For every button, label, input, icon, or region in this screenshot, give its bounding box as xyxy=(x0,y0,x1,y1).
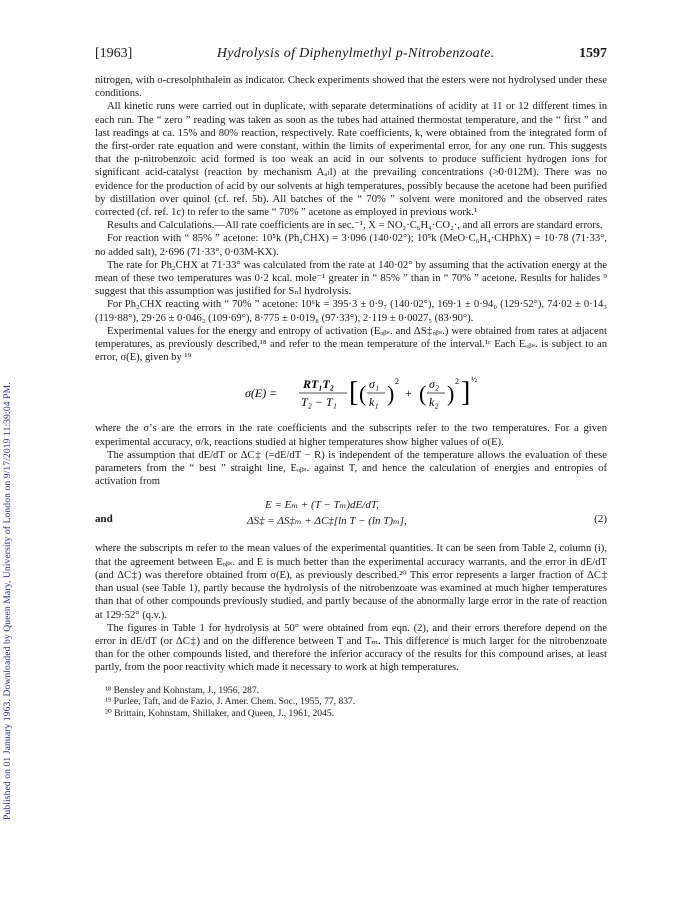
eq-sigma1: σ₁ xyxy=(369,377,380,392)
eq-k2: k₂ xyxy=(429,395,439,410)
eq-paren2-close: ) xyxy=(447,381,455,407)
eq-paren-open: ( xyxy=(359,381,367,407)
equation-sigma xyxy=(95,372,607,416)
eq-numerator: RT₁T₂ xyxy=(303,377,335,392)
header-title: Hydrolysis of Diphenylmethyl p-Nitrobenzoate. xyxy=(216,46,495,61)
paragraph: For Ph₂CHX reacting with “ 70% ” acetone: 10⁶k = 395·3 ± 0·9₇ (140·02°), 169·1 ± 0·94₀ (129·52°), 74·02 ± 0·14₃ (119·88°), 29·26 ± 0·046₂ (109·69°), 8·775 ± 0·019₈ (97·33°), 2·119 ± 0·0027₅ (83·90°). xyxy=(95,299,607,324)
header-year: [1963] xyxy=(95,46,133,61)
reference-item: ²⁰ Brittain, Kohnstam, Shillaker, and Queen, J., 1961, 2045. xyxy=(105,708,335,720)
eq-denominator: T₂ − T₁ xyxy=(301,395,337,410)
eq-bracket-open: [ xyxy=(349,377,359,409)
paragraph: All kinetic runs were carried out in duplicate, with separate determinations of acidity at 11 or 12 different times in each run. The “ zero ” reading was taken as soon as the tubes had attained thermostat temperature, and the “ first ” and last readings at ca. 15% and 80% reaction, respectively. Rate coefficients, k, were obtained from the integrated form of the first-order rate equation and were constant, within the limits of experimental error, for any one run. This suggests that the p-nitrobenzoic acid formed is too weak an acid in our solvents to produce sufficient hydrogen ions for significant acid-catalyst (reaction by mechanism Aₐₗl) at the prevailing concentrations (≯0·012M). There was no evidence for the production of acid by our solvents at high temperatures, possibly because the acetone had been purified by distillation over quinol (cf. ref. 5b). All batches of the “ 70% ” solvent were monitored and the observed rates corrected (cf. ref. 1c) to refer to the same “ 70% ” acetone as employed in previous work.¹ xyxy=(95,101,607,219)
eq2-line1: E = Eₘ + (T − Tₘ)dE/dT, xyxy=(265,499,379,512)
eq-exp-half: ½ xyxy=(471,375,477,385)
paragraph: Results and Calculations.—All rate coefficients are in sec.⁻¹, X = NO₂·C₆H₄·CO₂·, and all errors are standard errors. xyxy=(107,220,603,232)
paragraph: For reaction with “ 85% ” acetone: 10⁵k (Ph₂CHX) = 3·096 (140·02°); 10⁵k (MeO·C₆H₄·CHPhX) = 10·78 (71·33°, no added salt), 2·696 (71·33°, 0·03M-KX). xyxy=(95,233,607,258)
article-page xyxy=(95,46,607,720)
equation-sigma-svg xyxy=(95,372,607,416)
paragraph: The figures in Table 1 for hydrolysis at 50° were obtained from eqn. (2), and their errors therefore depend on the error in dE/dT (or ΔC‡) and on the difference between T and Tₘ. This difference is much larger for the nitrobenzoate than for the other compounds listed, and therefore the inferior accuracy of the results for this compound arises, at least partly, from the poor reactivity which made it necessary to work at high temperatures. xyxy=(95,622,607,674)
provenance-stamp xyxy=(2,60,16,820)
eq2-number: (2) xyxy=(594,513,607,526)
eq-exp2: 2 xyxy=(455,377,459,387)
eq-lhs: σ(E) = xyxy=(245,386,278,401)
footnote-references xyxy=(95,685,607,720)
eq-bracket-close: ] xyxy=(461,377,471,409)
eq-exp1: 2 xyxy=(395,377,399,387)
paragraph: nitrogen, with o-cresolphthalein as indicator. Check experiments showed that the esters were not hydrolysed under these conditions. xyxy=(95,75,607,100)
paragraph: The rate for Ph₂CHX at 71·33° was calculated from the rate at 140·02° by assuming that the activation energy at the mean of these two temperatures was 0·2 kcal. mole⁻¹ greater in “ 85% ” than in “ 70% ” acetone. Results for halides ⁹ suggest that this assumption was justified for Sₙl hydrolysis. xyxy=(95,259,607,298)
paragraph: Experimental values for the energy and entropy of activation (Eₒᵦₛ. and ΔS‡ₒᵦₛ.) were obtained from rates at adjacent temperatures, as previously described,¹⁸ and refer to the mean temperature of the interval.¹ᶜ Each Eₒᵦₛ. is subject to an error, σ(E), given by ¹⁹ xyxy=(95,325,607,364)
provenance-stamp-text: Published on 01 January 1963. Downloaded by Queen Mary, University of London on 9/17/2019 11:39:04 PM. xyxy=(2,382,13,820)
running-header xyxy=(95,46,607,62)
eq-paren2-open: ( xyxy=(419,381,427,407)
reference-item: ¹⁸ Bensley and Kohnstam, J., 1956, 287. xyxy=(105,684,260,696)
paragraph: where the σ’s are the errors in the rate coefficients and the subscripts refer to the two temperatures. For a given experimental accuracy, σ/k, reactions studied at higher temperatures show higher values of σ(E). xyxy=(95,423,607,448)
eq-paren-close: ) xyxy=(387,381,395,407)
eq2-line2: ΔS‡ = ΔS‡ₘ + ΔC‡[ln T − (ln T)ₘ], xyxy=(247,515,407,528)
paragraph: The assumption that dE/dT or ΔC‡ (=dE/dT − R) is independent of the temperature allows the evaluation of these parameters from the “ best ” straight line, Eₒᵦₛ. against T, and hence the calculation of energies and entropies of activation from xyxy=(95,449,607,488)
paragraph: where the subscripts m refer to the mean values of the experimental quantities. It can be seen from Table 2, column (i), that the agreement between Eₒᵦₛ. and E is much better than the experimental accuracy warrants, and the error in dE/dT (and ΔC‡) was therefore obtained from σ(E), as previously described.²⁰ This error represents a larger fraction of ΔC‡ than usual (see Table 1), partly because the hydrolysis of the nitrobenzoate was examined at much higher temperatures than that of other compounds previously studied, and partly because of the abnormally large error in the rate of reaction at 129·52° (q.v.). xyxy=(95,543,607,621)
eq-sigma2: σ₂ xyxy=(429,377,440,392)
reference-item: ¹⁹ Purlee, Taft, and de Fazio, J. Amer. Chem. Soc., 1955, 77, 837. xyxy=(105,696,356,708)
page-number: 1597 xyxy=(579,46,607,61)
eq-plus: + xyxy=(405,386,412,401)
eq-k1: k₁ xyxy=(369,395,379,410)
equation-2 xyxy=(95,498,607,534)
eq2-and: and xyxy=(95,513,113,526)
